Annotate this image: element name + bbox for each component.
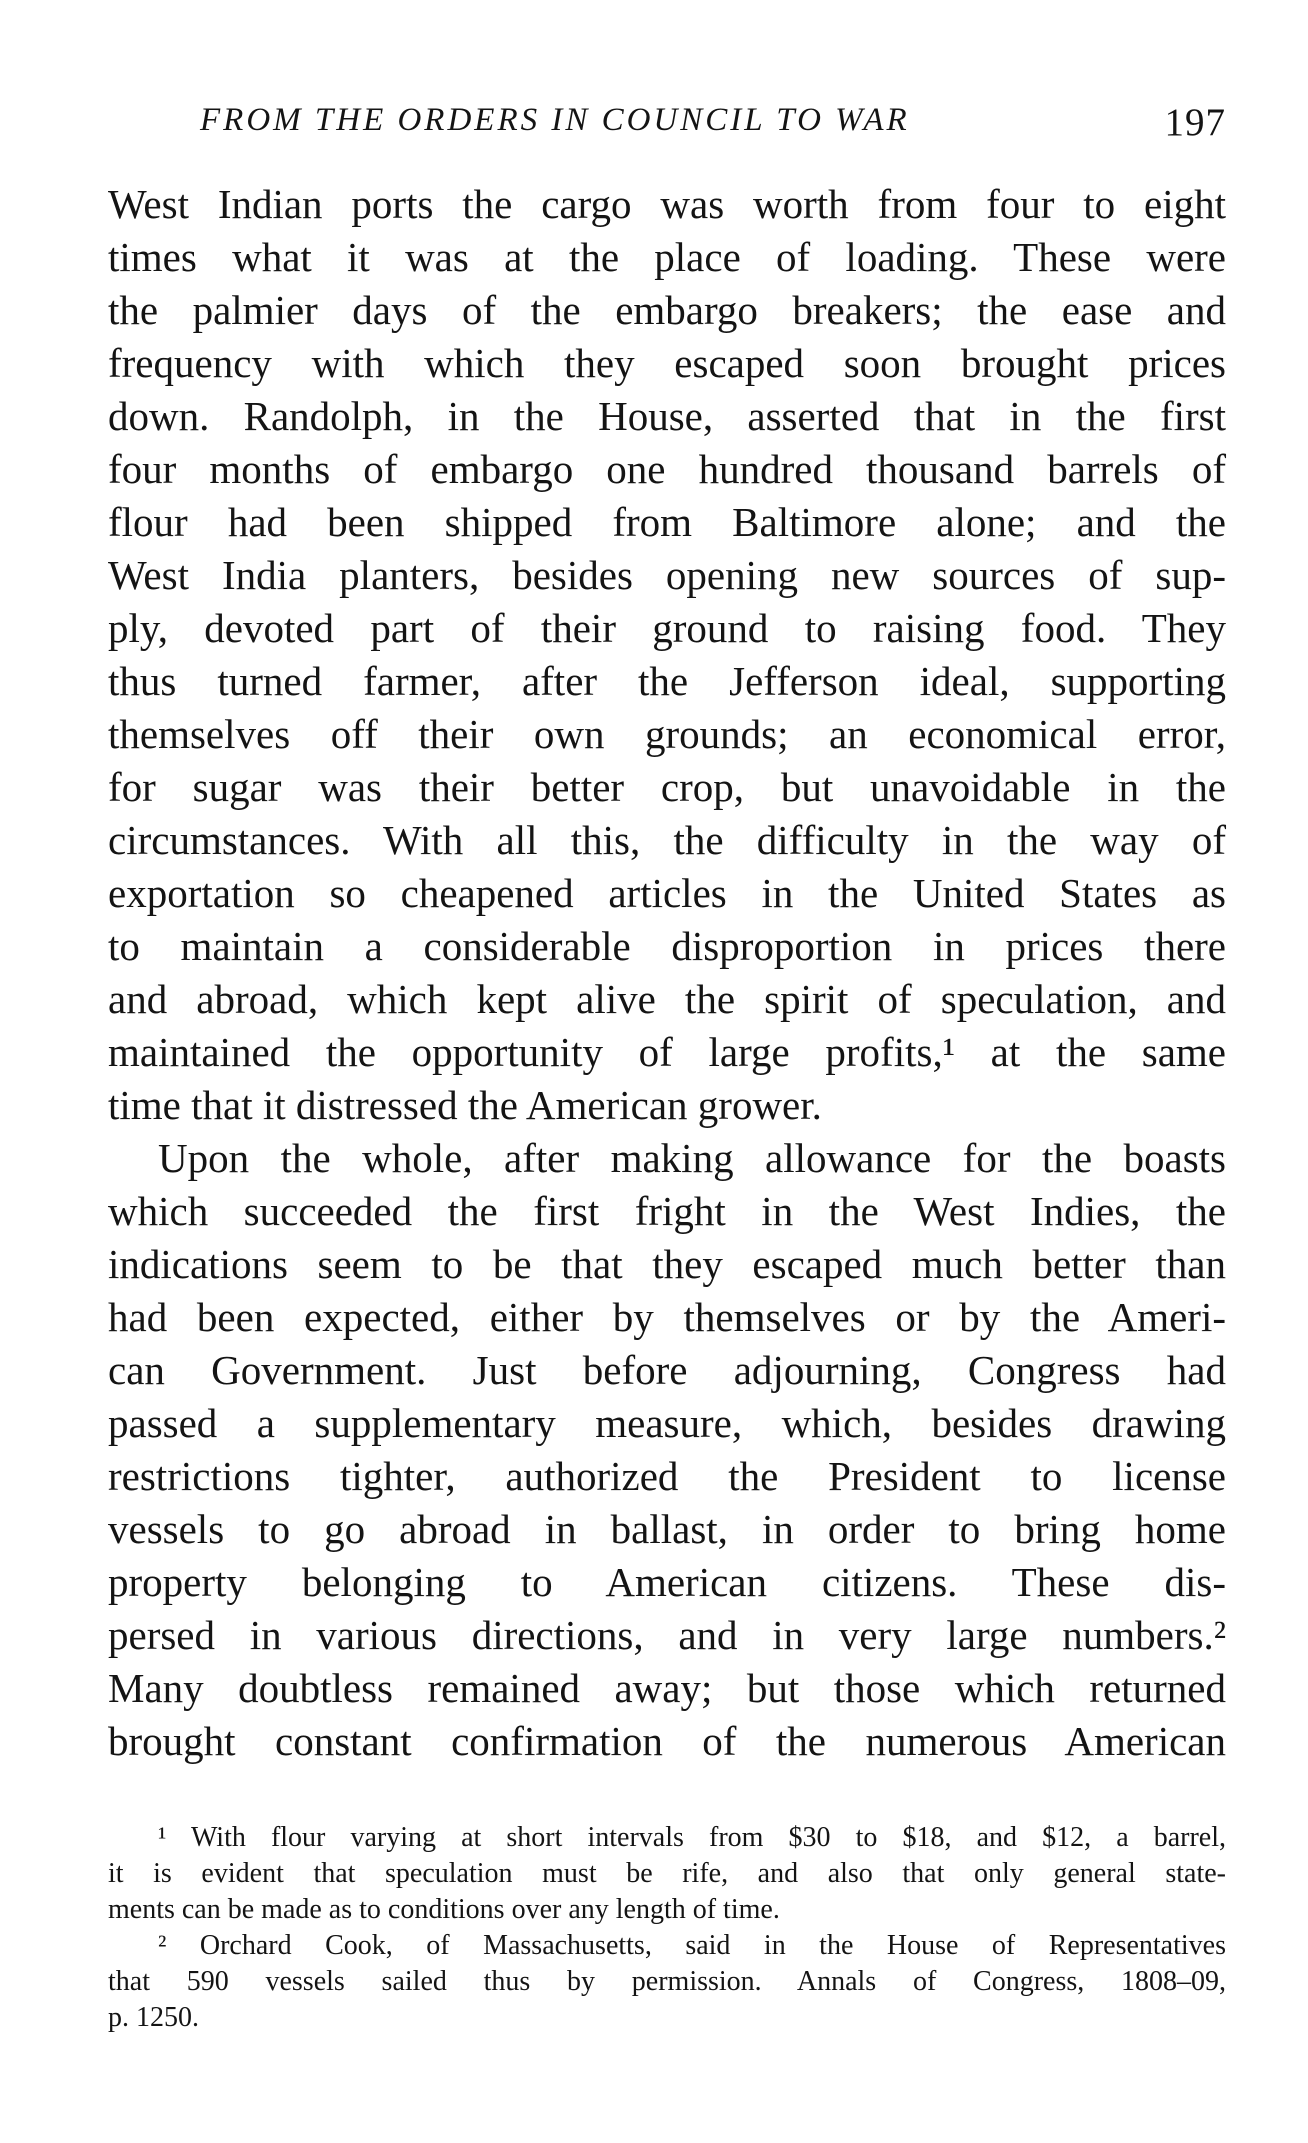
text-line: passed a supplementary measure, which, besides drawing — [108, 1400, 1226, 1446]
text-line: themselves off their own grounds; an economical error, — [108, 711, 1226, 757]
text-line: indications seem to be that they escaped much better than — [108, 1241, 1226, 1287]
text-line: Many doubtless remained away; but those which returned — [108, 1665, 1226, 1711]
text-line: West India planters, besides opening new sources of sup- — [108, 552, 1226, 598]
text-line: exportation so cheapened articles in the United States as — [108, 870, 1226, 916]
text-line: and abroad, which kept alive the spirit of speculation, and — [108, 976, 1226, 1022]
text-line: flour had been shipped from Baltimore alone; and the — [108, 499, 1226, 545]
text-line: restrictions tighter, authorized the President to license — [108, 1453, 1226, 1499]
text-line: for sugar was their better crop, but unavoidable in the — [108, 764, 1226, 810]
text-line: to maintain a considerable disproportion in prices there — [108, 923, 1226, 969]
text-line: down. Randolph, in the House, asserted that in the first — [108, 393, 1226, 439]
text-line: Upon the whole, after making allowance for the boasts — [158, 1135, 1226, 1181]
text-line: time that it distressed the American grower. — [108, 1082, 822, 1128]
text-line: West Indian ports the cargo was worth from four to eight — [108, 181, 1226, 227]
text-line: maintained the opportunity of large profits,¹ at the same — [108, 1029, 1226, 1075]
footnote-line: ¹ With flour varying at short intervals from $30 to $18, and $12, a barrel, — [158, 1822, 1226, 1853]
page-number: 197 — [1164, 101, 1226, 144]
text-line: circumstances. With all this, the difficulty in the way of — [108, 817, 1226, 863]
text-line: which succeeded the first fright in the West Indies, the — [108, 1188, 1226, 1234]
text-line: four months of embargo one hundred thousand barrels of — [108, 446, 1226, 492]
text-line: thus turned farmer, after the Jefferson ideal, supporting — [108, 658, 1226, 704]
text-line: frequency with which they escaped soon brought prices — [108, 340, 1226, 386]
text-line: persed in various directions, and in very large numbers.² — [108, 1612, 1226, 1658]
body-text — [108, 178, 1226, 1768]
text-line: property belonging to American citizens. These dis- — [108, 1559, 1226, 1605]
text-line: brought constant confirmation of the numerous American — [108, 1718, 1226, 1764]
text-line: can Government. Just before adjourning, Congress had — [108, 1347, 1226, 1393]
footnote-line: ² Orchard Cook, of Massachusetts, said in the House of Representatives — [158, 1930, 1226, 1961]
footnote-line: it is evident that speculation must be rife, and also that only general state- — [108, 1858, 1226, 1889]
footnotes — [108, 1820, 1226, 2036]
text-line: the palmier days of the embargo breakers; the ease and — [108, 287, 1226, 333]
running-head — [108, 92, 1226, 152]
footnote-line: that 590 vessels sailed thus by permission. Annals of Congress, 1808–09, — [108, 1966, 1226, 1997]
text-line: vessels to go abroad in ballast, in order to bring home — [108, 1506, 1226, 1552]
text-line: ply, devoted part of their ground to raising food. They — [108, 605, 1226, 651]
text-line: times what it was at the place of loading. These were — [108, 234, 1226, 280]
footnote-line: ments can be made as to conditions over any length of time. — [108, 1894, 780, 1925]
running-title: FROM THE ORDERS IN COUNCIL TO WAR — [200, 102, 910, 138]
footnote-line: p. 1250. — [108, 2002, 199, 2033]
text-line: had been expected, either by themselves or by the Ameri- — [108, 1294, 1226, 1340]
